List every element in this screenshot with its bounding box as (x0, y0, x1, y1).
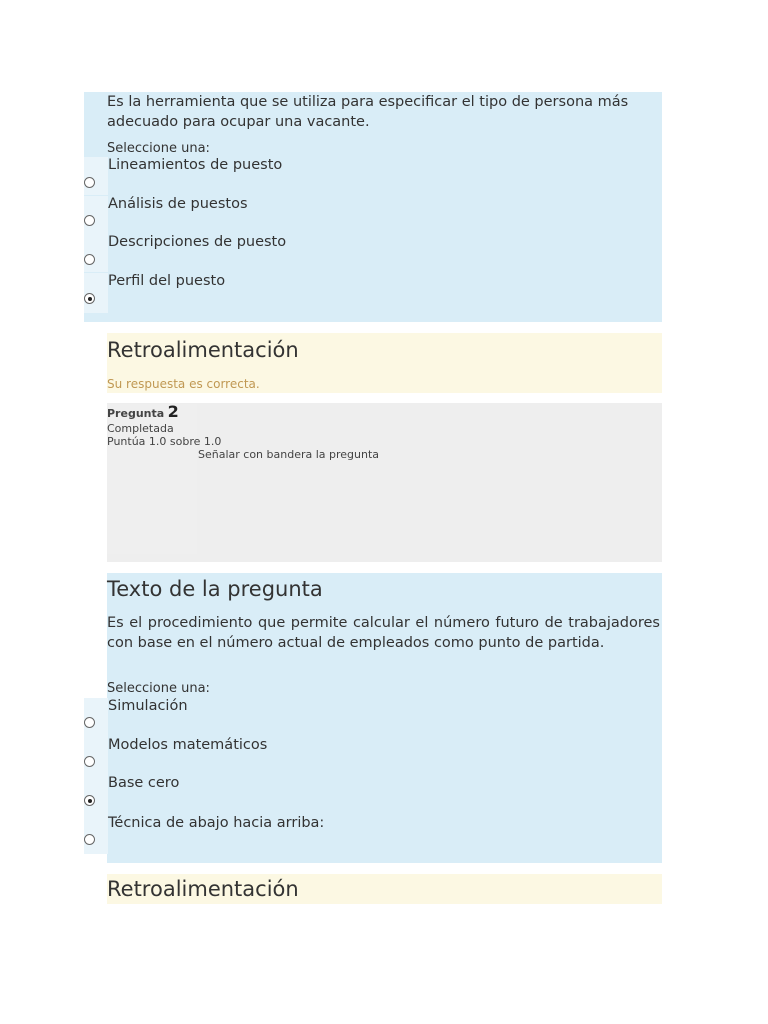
q2-option-3-radio[interactable] (84, 795, 95, 806)
question-number: 2 (167, 402, 179, 421)
q1-option-2-label: Análisis de puestos (108, 196, 248, 212)
flag-question-link[interactable]: Señalar con bandera la pregunta (198, 448, 380, 461)
question-2-text: Es el procedimiento que permite calcular el número futuro de trabajadores con base en el número actual de empleados como punto de partida. (107, 615, 660, 651)
option-strip (84, 234, 108, 272)
question-2-heading: Texto de la pregunta (107, 577, 323, 601)
q1-option-3-radio[interactable] (84, 254, 95, 265)
q2-option-1-label: Simulación (108, 698, 188, 714)
q2-option-2-radio[interactable] (84, 756, 95, 767)
question-2-number (107, 402, 179, 421)
q1-option-1-radio[interactable] (84, 177, 95, 188)
feedback-2-title: Retroalimentación (107, 877, 299, 901)
q2-option-3-label: Base cero (108, 775, 180, 791)
q1-option-4-label: Perfil del puesto (108, 273, 226, 289)
question-2-select-label: Seleccione una: (107, 681, 210, 696)
question-1-select-label: Seleccione una: (107, 141, 210, 156)
q1-option-4-radio[interactable] (84, 293, 95, 304)
feedback-1-message: Su respuesta es correcta. (107, 377, 260, 391)
q1-option-2-radio[interactable] (84, 215, 95, 226)
q2-option-4-label: Técnica de abajo hacia arriba: (108, 815, 325, 831)
option-strip (84, 157, 108, 195)
feedback-1-title: Retroalimentación (107, 338, 299, 362)
question-label: Pregunta (107, 407, 165, 420)
question-2-grade: Puntúa 1.0 sobre 1.0 (107, 435, 222, 448)
q1-option-3-label: Descripciones de puesto (108, 234, 287, 250)
question-1-text: Es la herramienta que se utiliza para especificar el tipo de persona más adecuado para ocupar una vacante. (107, 94, 629, 130)
question-2-state: Completada (107, 422, 174, 435)
q1-option-1-label: Lineamientos de puesto (108, 157, 283, 173)
q2-option-4-radio[interactable] (84, 834, 95, 845)
q2-option-1-radio[interactable] (84, 717, 95, 728)
q2-option-2-label: Modelos matemáticos (108, 737, 268, 753)
